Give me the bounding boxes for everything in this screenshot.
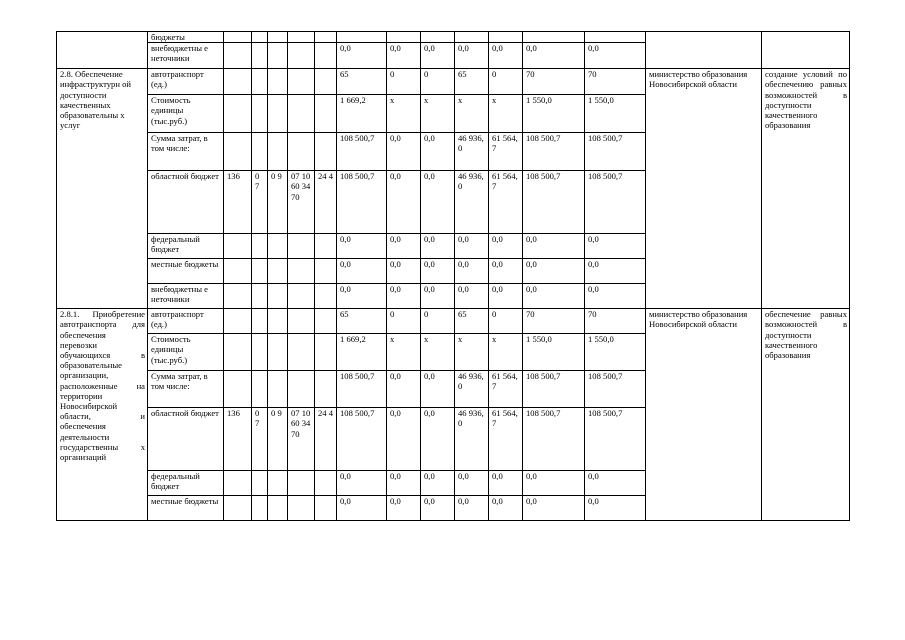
value-cell: 0,0 xyxy=(523,496,585,521)
value-cell: 108 500,7 xyxy=(337,408,387,471)
value-cell: 46 936, 0 xyxy=(455,133,489,171)
value-cell: 0,0 xyxy=(585,43,646,69)
value-cell: 0,0 xyxy=(387,371,421,408)
row-label: Стоимость единицы (тыс.руб.) xyxy=(148,334,224,371)
value-cell: х xyxy=(489,95,523,133)
value-cell: 0,0 xyxy=(455,496,489,521)
value-cell: 1 550,0 xyxy=(585,334,646,371)
section-2-8-1-result: обеспечение равных возможностей в доступности качественного образования xyxy=(762,309,850,521)
value-cell: х xyxy=(455,334,489,371)
value-cell: 0,0 xyxy=(387,284,421,309)
row-label: внебюджетны е неточники xyxy=(148,43,224,69)
value-cell: х xyxy=(489,334,523,371)
code-cell: 07 10 60 34 70 xyxy=(288,408,315,471)
code-cell: 136 xyxy=(224,171,252,234)
section-2-8-1-name: 2.8.1. Приобретение автотранспорта для обеспечения перевозки обучающихся в образовательные организации, расположенные на территории Новосибирской области, и обеспечения деятельности государственны х организаций xyxy=(57,309,148,521)
value-cell: 0,0 xyxy=(489,259,523,284)
value-cell: 0,0 xyxy=(489,496,523,521)
value-cell: 108 500,7 xyxy=(523,371,585,408)
value-cell: 61 564, 7 xyxy=(489,371,523,408)
value-cell: х xyxy=(387,334,421,371)
value-cell: 46 936, 0 xyxy=(455,371,489,408)
value-cell: 0,0 xyxy=(337,234,387,259)
value-cell: 0 xyxy=(387,69,421,95)
row-label: областной бюджет xyxy=(148,408,224,471)
value-cell: 0 xyxy=(421,309,455,334)
value-cell: 108 500,7 xyxy=(523,133,585,171)
value-cell: 0,0 xyxy=(421,234,455,259)
row-label: Сумма затрат, в том числе: xyxy=(148,133,224,171)
value-cell: 61 564, 7 xyxy=(489,408,523,471)
value-cell: 0,0 xyxy=(387,471,421,496)
value-cell: 108 500,7 xyxy=(523,171,585,234)
row-transport xyxy=(57,69,850,95)
value-cell: 61 564, 7 xyxy=(489,171,523,234)
value-cell: 0,0 xyxy=(387,496,421,521)
value-cell: 0,0 xyxy=(489,234,523,259)
value-cell: 0,0 xyxy=(585,496,646,521)
value-cell: 0,0 xyxy=(387,259,421,284)
value-cell: 0,0 xyxy=(585,284,646,309)
executor-cell xyxy=(646,32,762,69)
value-cell: 108 500,7 xyxy=(585,171,646,234)
row-label: областной бюджет xyxy=(148,171,224,234)
value-cell: 65 xyxy=(455,69,489,95)
value-cell: 0,0 xyxy=(523,471,585,496)
value-cell: 0,0 xyxy=(421,284,455,309)
value-cell: 46 936, 0 xyxy=(455,171,489,234)
code-cell: 0 9 xyxy=(268,408,288,471)
value-cell: 0,0 xyxy=(455,43,489,69)
value-cell: 1 550,0 xyxy=(585,95,646,133)
value-cell: 65 xyxy=(455,309,489,334)
value-cell: 0,0 xyxy=(337,471,387,496)
value-cell: 108 500,7 xyxy=(337,371,387,408)
value-cell: 0,0 xyxy=(421,496,455,521)
value-cell: 0,0 xyxy=(421,408,455,471)
value-cell: 65 xyxy=(337,69,387,95)
row-label: федеральный бюджет xyxy=(148,471,224,496)
value-cell: 0,0 xyxy=(523,259,585,284)
section-2-8-1-executor: министерство образования Новосибирской области xyxy=(646,309,762,521)
value-cell: х xyxy=(421,334,455,371)
code-cell: 0 9 xyxy=(268,171,288,234)
value-cell: 1 669,2 xyxy=(337,95,387,133)
value-cell: 0,0 xyxy=(455,284,489,309)
value-cell: 0,0 xyxy=(387,171,421,234)
value-cell: 70 xyxy=(523,69,585,95)
row-label: бюджеты xyxy=(148,32,224,43)
section-2-8-executor: министерство образования Новосибирской области xyxy=(646,69,762,309)
value-cell: 0 xyxy=(489,309,523,334)
row-label: внебюджетны е неточники xyxy=(148,284,224,309)
value-cell: 46 936, 0 xyxy=(455,408,489,471)
row-label: федеральный бюджет xyxy=(148,234,224,259)
value-cell: 0,0 xyxy=(421,471,455,496)
value-cell: 0,0 xyxy=(337,284,387,309)
code-cell: 0 7 xyxy=(252,171,268,234)
result-cell xyxy=(762,32,850,69)
row-label: Стоимость единицы (тыс.руб.) xyxy=(148,95,224,133)
value-cell: х xyxy=(455,95,489,133)
value-cell: 0 xyxy=(489,69,523,95)
row-label: местные бюджеты xyxy=(148,259,224,284)
section-2-8-name: 2.8. Обеспечение инфраструктурн ой доступности качественных образовательны х услуг xyxy=(57,69,148,309)
code-cell: 24 4 xyxy=(315,171,337,234)
value-cell: 0,0 xyxy=(585,259,646,284)
code-cell: 0 7 xyxy=(252,408,268,471)
value-cell: 0,0 xyxy=(489,43,523,69)
value-cell: 1 550,0 xyxy=(523,95,585,133)
value-cell: 0,0 xyxy=(455,259,489,284)
value-cell: 108 500,7 xyxy=(585,133,646,171)
value-cell: 0,0 xyxy=(421,371,455,408)
value-cell: 0,0 xyxy=(337,43,387,69)
value-cell: 0,0 xyxy=(387,43,421,69)
value-cell: 70 xyxy=(585,309,646,334)
value-cell: 108 500,7 xyxy=(337,171,387,234)
section-name-cell xyxy=(57,32,148,69)
row-label: автотранспорт (ед.) xyxy=(148,69,224,95)
value-cell: 0,0 xyxy=(387,408,421,471)
value-cell: 0 xyxy=(421,69,455,95)
program-table xyxy=(56,31,850,521)
value-cell: 0,0 xyxy=(489,471,523,496)
code-cell: 07 10 60 34 70 xyxy=(288,171,315,234)
code-cell: 136 xyxy=(224,408,252,471)
value-cell: х xyxy=(421,95,455,133)
value-cell: 0,0 xyxy=(455,471,489,496)
value-cell: 70 xyxy=(523,309,585,334)
row-label: Сумма затрат, в том числе: xyxy=(148,371,224,408)
value-cell: 0,0 xyxy=(421,259,455,284)
value-cell: 65 xyxy=(337,309,387,334)
value-cell: 0,0 xyxy=(523,234,585,259)
row-budgets-top xyxy=(57,32,850,43)
value-cell: 0,0 xyxy=(337,496,387,521)
value-cell: 0 xyxy=(387,309,421,334)
value-cell: 0,0 xyxy=(337,259,387,284)
value-cell: 70 xyxy=(585,69,646,95)
value-cell: 0,0 xyxy=(421,133,455,171)
code-cell: 24 4 xyxy=(315,408,337,471)
value-cell: 0,0 xyxy=(387,234,421,259)
value-cell: 1 669,2 xyxy=(337,334,387,371)
value-cell: 108 500,7 xyxy=(523,408,585,471)
section-2-8-result: создание условий по обеспечению равных возможностей в доступности качественного образования xyxy=(762,69,850,309)
value-cell: 0,0 xyxy=(421,171,455,234)
value-cell: 0,0 xyxy=(585,471,646,496)
value-cell: 0,0 xyxy=(421,43,455,69)
value-cell: 1 550,0 xyxy=(523,334,585,371)
row-label: автотранспорт (ед.) xyxy=(148,309,224,334)
value-cell: 108 500,7 xyxy=(585,408,646,471)
value-cell: 0,0 xyxy=(489,284,523,309)
value-cell: 0,0 xyxy=(387,133,421,171)
value-cell: 0,0 xyxy=(585,234,646,259)
row-label: местные бюджеты xyxy=(148,496,224,521)
value-cell: 0,0 xyxy=(523,43,585,69)
value-cell: 108 500,7 xyxy=(585,371,646,408)
value-cell: 0,0 xyxy=(455,234,489,259)
row-transport xyxy=(57,309,850,334)
value-cell: х xyxy=(387,95,421,133)
value-cell: 61 564, 7 xyxy=(489,133,523,171)
value-cell: 108 500,7 xyxy=(337,133,387,171)
value-cell: 0,0 xyxy=(523,284,585,309)
